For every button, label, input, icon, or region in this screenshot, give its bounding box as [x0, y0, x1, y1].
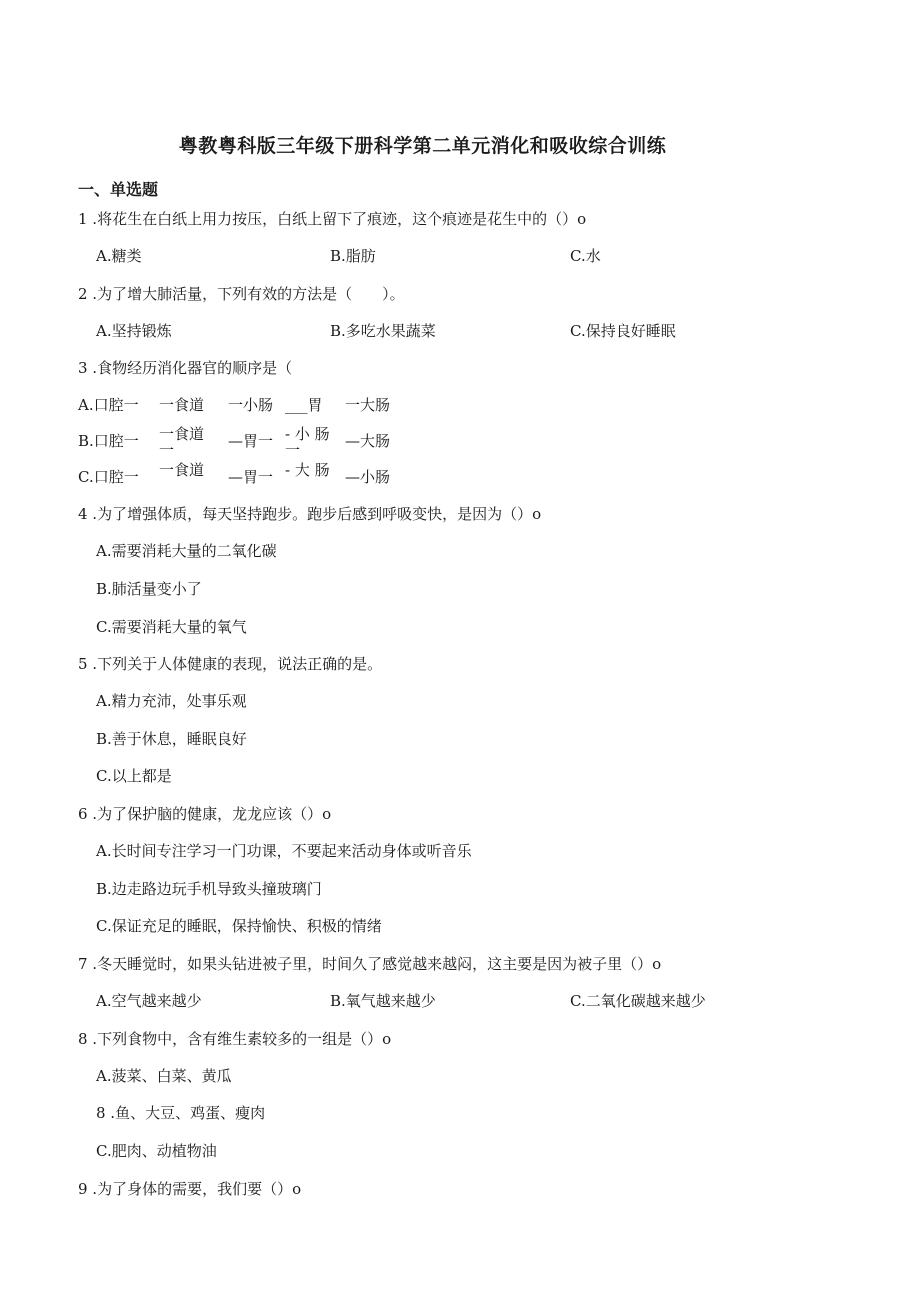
question-2-stem: 2 .为了增大肺活量，下列有效的方法是（ ）。 — [78, 285, 405, 303]
option-b-step-1: 一食道 — [159, 425, 205, 443]
option-b-step-2: —胃一 — [228, 432, 274, 450]
question-8-option-c: C.肥肉、动植物油 — [96, 1142, 217, 1160]
question-4-option-c: C.需要消耗大量的氧气 — [96, 618, 247, 636]
question-7-option-c: C.二氧化碳越来越少 — [570, 992, 706, 1010]
question-8-option-b: 8 .鱼、大豆、鸡蛋、瘦肉 — [96, 1104, 266, 1122]
question-8-option-a: A.菠菜、白菜、黄瓜 — [96, 1067, 232, 1085]
question-4-stem: 4 .为了增强体质，每天坚持跑步。跑步后感到呼吸变快，是因为（）o — [78, 505, 542, 523]
question-6-option-b: B.边走路边玩手机导致头撞玻璃门 — [96, 880, 322, 898]
question-3-stem: 3 .食物经历消化器官的顺序是（ — [78, 359, 293, 377]
option-c-step-2: —胃一 — [228, 468, 274, 486]
option-b-label: B.口腔一 — [78, 432, 139, 450]
question-6-option-c: C.保证充足的睡眠，保持愉快、积极的情绪 — [96, 917, 382, 935]
question-2-option-a: A.坚持锻炼 — [96, 322, 172, 340]
question-7-option-a: A.空气越来越少 — [96, 992, 202, 1010]
question-6-option-a: A.长时间专注学习一门功课，不要起来活动身体或听音乐 — [96, 842, 472, 860]
question-7-stem: 7 .冬天睡觉时，如果头钻进被子里，时间久了感觉越来越闷，这主要是因为被子里（）o — [78, 955, 662, 973]
question-1-option-a: A.糖类 — [96, 247, 142, 265]
question-7-option-b: B.氧气越来越少 — [330, 992, 436, 1010]
option-a-step-1: 一食道 — [159, 396, 205, 414]
option-c-label: C.口腔一 — [78, 468, 139, 486]
question-1-option-b: B.脂肪 — [330, 247, 376, 265]
option-b-step-4: —大肠 — [345, 432, 391, 450]
question-5-option-b: B.善于休息，睡眠良好 — [96, 730, 247, 748]
option-c-step-4: —小肠 — [345, 468, 391, 486]
question-2-option-c: C.保持良好睡眠 — [570, 322, 676, 340]
question-5-option-a: A.精力充沛，处事乐观 — [96, 692, 247, 710]
question-4-option-a: A.需要消耗大量的二氧化碳 — [96, 542, 277, 560]
question-2-option-b: B.多吃水果蔬菜 — [330, 322, 436, 340]
question-5-option-c: C.以上都是 — [96, 767, 172, 785]
option-b-step-3: - 小 肠 — [285, 425, 330, 443]
question-1-stem: 1 .将花生在白纸上用力按压，白纸上留下了痕迹，这个痕迹是花生中的（）o — [78, 210, 587, 228]
option-a-step-4: 一大肠 — [345, 396, 391, 414]
question-9-stem: 9 .为了身体的需要，我们要（）o — [78, 1180, 302, 1198]
option-c-step-3: - 大 肠 — [285, 461, 330, 479]
question-5-stem: 5 .下列关于人体健康的表现，说法正确的是。 — [78, 655, 383, 673]
option-a-label: A.口腔一 — [78, 396, 139, 414]
question-6-stem: 6 .为了保护脑的健康，龙龙应该（）o — [78, 805, 332, 823]
question-8-stem: 8 .下列食物中，含有维生素较多的一组是（）o — [78, 1030, 392, 1048]
option-a-step-2: 一小肠 — [228, 396, 274, 414]
question-4-option-b: B.肺活量变小了 — [96, 580, 202, 598]
option-c-step-1: 一食道 — [159, 461, 205, 479]
option-b-step-1-mark: 一 — [159, 441, 175, 459]
option-b-step-3-mark: 一 — [285, 441, 301, 459]
section-heading: 一、单选题 — [78, 180, 159, 199]
question-1-option-c: C.水 — [570, 247, 601, 265]
page-title: 粤教粤科版三年级下册科学第二单元消化和吸收综合训练 — [178, 135, 667, 157]
option-a-step-3: ___胃 — [285, 396, 323, 414]
